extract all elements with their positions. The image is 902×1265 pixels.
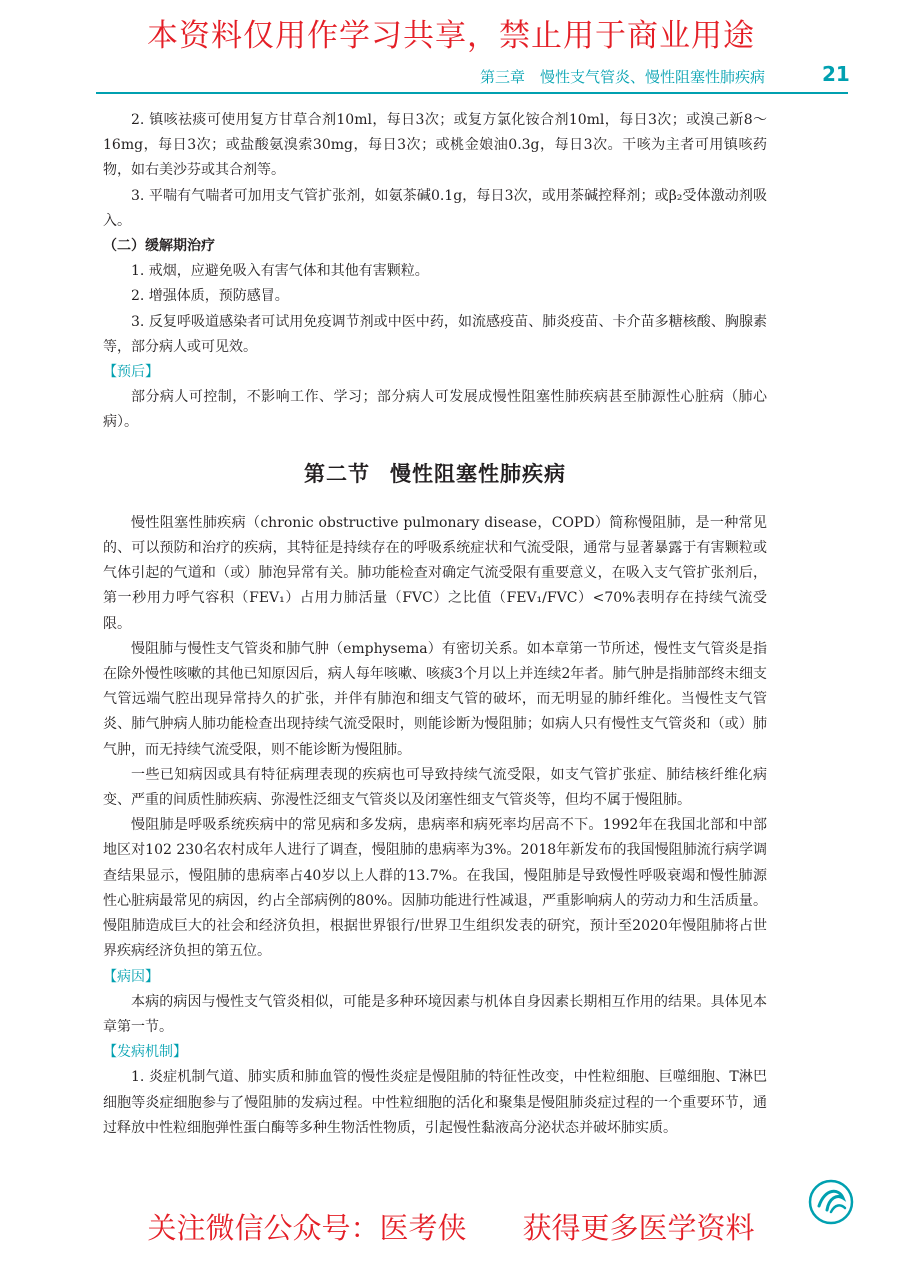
section-title [103, 462, 767, 487]
item-3 [103, 184, 767, 234]
inflammation-text: 气道、肺实质和肺血管的慢性炎症是慢阻肺的特征性改变，中性粒细胞、巨噬细胞、T淋巴细胞等炎症细胞参与了慢阻肺的发病过程。中性粒细胞的活化和聚集是慢阻肺炎症过程的一个重要环节，通过释放中性粒细胞弹性蛋白酶等多种生物活性物质，引起慢性黏液高分泌状态并破坏肺实质。 [103, 1069, 767, 1136]
item-2-text: 可使用复方甘草合剂10ml，每日3次；或复方氯化铵合剂10ml，每日3次；或溴己新8～16mg，每日3次；或盐酸氨溴索30mg，每日3次；或桃金娘油0.3g，每日3次。干咳为主者可用镇咳药物，如右美沙芬或其合剂等。 [103, 112, 768, 179]
etiology-text: 本病的病因与慢性支气管炎相似，可能是多种环境因素与机体自身因素长期相互作用的结果。具体见本章第一节。 [103, 993, 767, 1035]
promo-left: 关注微信公众号：医考侠 [147, 1211, 467, 1245]
prognosis-text: 部分病人可控制，不影响工作、学习；部分病人可发展成慢性阻塞性肺疾病甚至肺源性心脏病（肺心病）。 [103, 389, 767, 431]
copyright-banner: 本资料仅用作学习共享，禁止用于商业用途 [147, 18, 755, 54]
section-title-text: 慢性阻塞性肺疾病 [390, 461, 566, 486]
remission-item-2: 2. 增强体质，预防感冒。 [131, 288, 289, 305]
etiology-tag: 【病因】 [103, 968, 159, 985]
item-3-term: 3. 平喘 [131, 187, 178, 204]
remission-item-3: 3. 反复呼吸道感染者可试用免疫调节剂或中医中药，如流感疫苗、肺炎疫苗、卡介苗多糖核酸、胸腺素等，部分病人或可见效。 [103, 313, 767, 355]
section-number: 第二节 [304, 461, 370, 486]
paragraph-copd-definition: 慢性阻塞性肺疾病（chronic obstructive pulmonary disease，COPD）简称慢阻肺，是一种常见的、可以预防和治疗的疾病，其特征是持续存在的呼吸系统症状和气流受限，通常与显著暴露于有害颗粒或气体引起的气道和（或）肺泡异常有关。肺功能检查对确定气流受限有重要意义，在吸入支气管扩张剂后，第一秒用力呼气容积（FEV₁）占用力肺活量（FVC）之比值（FEV₁/FVC）<70%表明存在持续气流受限。 [103, 514, 767, 632]
remission-heading: （二）缓解期治疗 [103, 238, 215, 255]
promo-right: 获得更多医学资料 [522, 1211, 755, 1245]
paragraph-other-diseases: 一些已知病因或具有特征病理表现的疾病也可导致持续气流受限，如支气管扩张症、肺结核纤维化病变、严重的间质性肺疾病、弥漫性泛细支气管炎以及闭塞性细支气管炎等，但均不属于慢阻肺。 [103, 766, 767, 809]
pathogenesis-tag: 【发病机制】 [103, 1044, 187, 1061]
inflammation-mechanism [103, 1065, 767, 1141]
header-rule [96, 92, 848, 94]
remission-item-1: 1. 戒烟，应避免吸入有害气体和其他有害颗粒。 [131, 263, 429, 280]
paragraph-copd-relation: 慢阻肺与慢性支气管炎和肺气肿（emphysema）有密切关系。如本章第一节所述，慢性支气管炎是指在除外慢性咳嗽的其他已知原因后，病人每年咳嗽、咳痰3个月以上并连续2年者。肺气肿是指肺部终末细支气管远端气腔出现异常持久的扩张，并伴有肺泡和细支气管的破坏，而无明显的肺纤维化。当慢性支气管炎、肺气肿病人肺功能检查出现持续气流受限时，则能诊断为慢阻肺；如病人只有慢性支气管炎和（或）肺气肿，而无持续气流受限，则不能诊断为慢阻肺。 [103, 640, 767, 758]
running-head: 第三章 慢性支气管炎、慢性阻塞性肺疾病 [479, 68, 765, 86]
publisher-logo-icon [805, 1176, 855, 1226]
inflammation-term: 1. 炎症机制 [131, 1069, 206, 1086]
prognosis-tag: 【预后】 [103, 364, 159, 381]
promo-banner [0, 1206, 902, 1247]
item-2-term: 2. 镇咳祛痰 [131, 112, 207, 128]
item-2 [103, 108, 767, 184]
item-3-text: 有气喘者可加用支气管扩张剂，如氨茶碱0.1g，每日3次，或用茶碱控释剂；或β₂受体激动剂吸入。 [103, 187, 768, 229]
paragraph-epidemiology: 慢阻肺是呼吸系统疾病中的常见病和多发病，患病率和病死率均居高不下。1992年在我国北部和中部地区对102 230名农村成年人进行了调查，慢阻肺的患病率为3%。2018年新发布的我国慢阻肺流行病学调查结果显示，慢阻肺的患病率占40岁以上人群的13.7%。在我国，慢阻肺是导致慢性呼吸衰竭和慢性肺源性心脏病最常见的病因，约占全部病例的80%。因肺功能进行性减退，严重影响病人的劳动力和生活质量。慢阻肺造成巨大的社会和经济负担，根据世界银行/世界卫生组织发表的研究，预计至2020年慢阻肺将占世界疾病经济负担的第五位。 [103, 817, 767, 960]
page-body [103, 108, 767, 1141]
page-number: 21 [822, 62, 850, 86]
